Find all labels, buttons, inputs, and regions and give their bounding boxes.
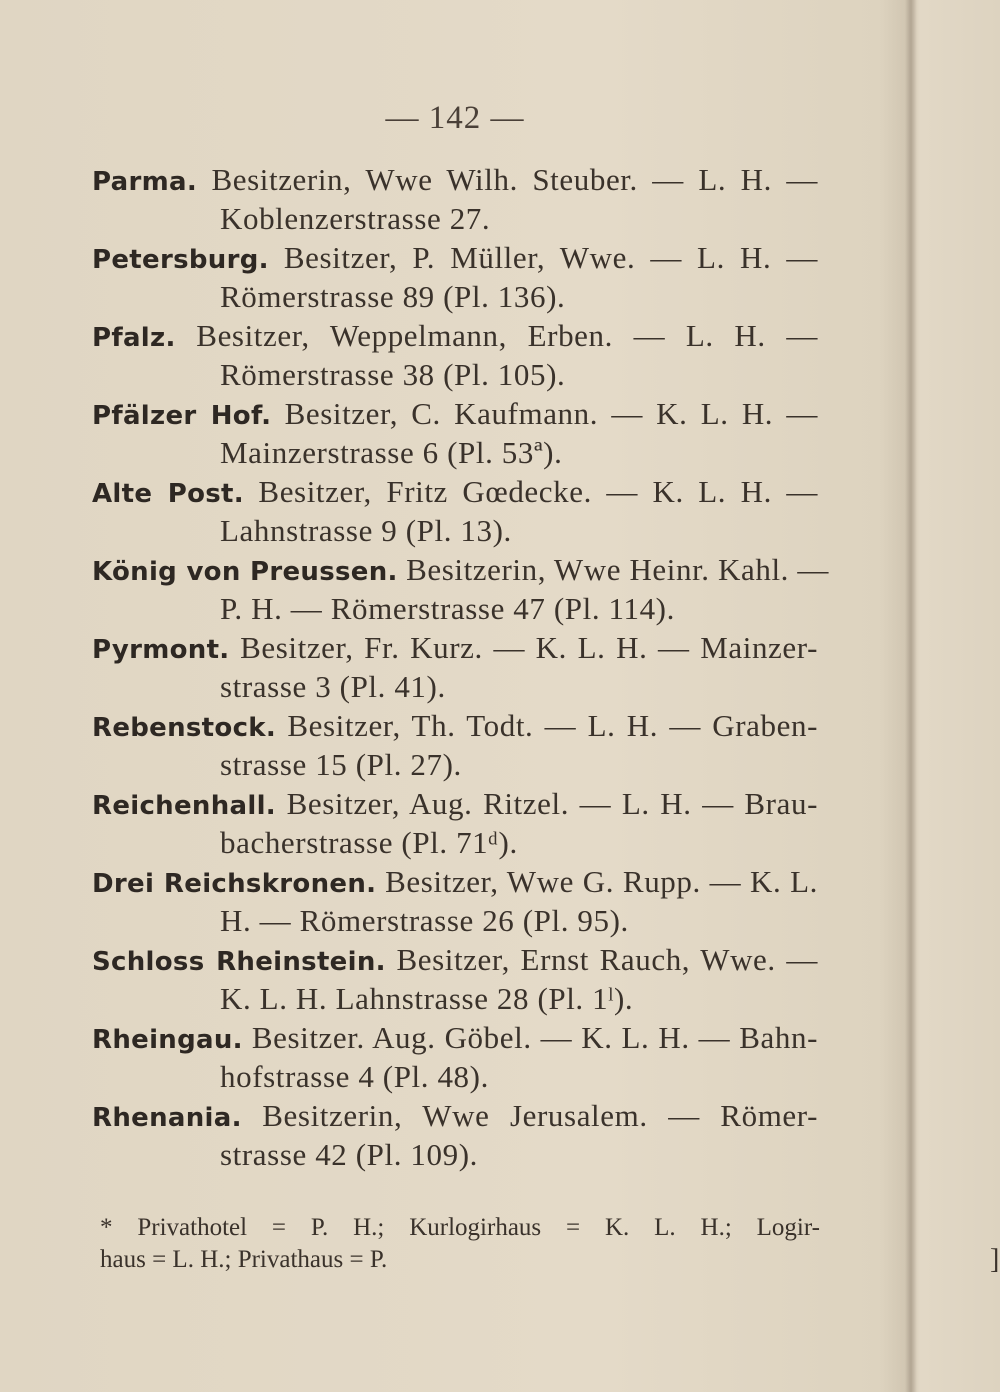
- hotel-name: Rebenstock.: [92, 713, 277, 743]
- hotel-name: Rhenania.: [92, 1103, 242, 1133]
- hotel-address: strasse 42 (Pl. 109).: [220, 1137, 478, 1172]
- hotel-entries-list: [92, 160, 829, 1174]
- hotel-name: Schloss Rheinstein.: [92, 947, 386, 977]
- hotel-details: Besitzer, Ernst Rauch, Wwe. —: [396, 942, 818, 977]
- hotel-details: Besitzerin, Wwe Heinr. Kahl. —: [406, 552, 829, 587]
- hotel-name: Reichenhall.: [92, 791, 276, 821]
- hotel-details: Besitzer, Fr. Kurz. — K. L. H. — Mainzer-: [240, 630, 818, 665]
- hotel-entry: [92, 472, 818, 550]
- hotel-details: Besitzer, Fritz Gœdecke. — K. L. H. —: [258, 474, 818, 509]
- hotel-details: Besitzer, C. Kaufmann. — K. L. H. —: [284, 396, 818, 431]
- hotel-entry: [92, 784, 818, 862]
- hotel-name: Petersburg.: [92, 245, 269, 275]
- footnote-line: * Privathotel = P. H.; Kurlogirhaus = K. L. H.; Logir-: [100, 1214, 820, 1241]
- hotel-address: hofstrasse 4 (Pl. 48).: [220, 1059, 489, 1094]
- hotel-entry: [92, 394, 818, 472]
- hotel-details: Besitzerin, Wwe Wilh. Steuber. — L. H. —: [211, 162, 818, 197]
- hotel-name: Drei Reichskronen.: [92, 869, 377, 899]
- hotel-address: P. H. — Römerstrasse 47 (Pl. 114).: [220, 591, 675, 626]
- hotel-entry: [92, 628, 818, 706]
- hotel-details: Besitzer, P. Müller, Wwe. — L. H. —: [283, 240, 818, 275]
- hotel-name: Rheingau.: [92, 1025, 243, 1055]
- edge-bracket-mark: ]: [990, 1244, 1000, 1275]
- hotel-name: Parma.: [92, 167, 198, 197]
- hotel-details: Besitzerin, Wwe Jerusalem. — Römer-: [262, 1098, 818, 1133]
- hotel-entry: [92, 862, 818, 940]
- hotel-entry: [92, 550, 829, 628]
- hotel-entry: [92, 1096, 818, 1174]
- hotel-address: Lahnstrasse 9 (Pl. 13).: [220, 513, 512, 548]
- page-number: — 142 —: [385, 100, 525, 136]
- hotel-entry: [92, 316, 818, 394]
- hotel-address: Koblenzerstrasse 27.: [220, 201, 491, 236]
- hotel-address: K. L. H. Lahnstrasse 28 (Pl. 1ˡ).: [220, 981, 634, 1016]
- hotel-address: Mainzerstrasse 6 (Pl. 53ª).: [220, 435, 563, 470]
- hotel-entry: [92, 238, 818, 316]
- page-gutter-shadow: [905, 0, 917, 1392]
- footnote: [100, 1212, 820, 1276]
- hotel-name: Pyrmont.: [92, 635, 230, 665]
- footnote-line: haus = L. H.; Privathaus = P.: [100, 1246, 388, 1273]
- hotel-name: Pfälzer Hof.: [92, 401, 272, 431]
- hotel-address: Römerstrasse 38 (Pl. 105).: [220, 357, 566, 392]
- hotel-entry: [92, 940, 818, 1018]
- hotel-details: Besitzer, Weppelmann, Erben. — L. H. —: [196, 318, 818, 353]
- hotel-address: strasse 15 (Pl. 27).: [220, 747, 462, 782]
- hotel-name: Alte Post.: [92, 479, 244, 509]
- hotel-address: bacherstrasse (Pl. 71ᵈ).: [220, 825, 518, 860]
- hotel-address: H. — Römerstrasse 26 (Pl. 95).: [220, 903, 629, 938]
- hotel-details: Besitzer, Wwe G. Rupp. — K. L.: [385, 864, 819, 899]
- hotel-details: Besitzer, Aug. Ritzel. — L. H. — Brau-: [286, 786, 818, 821]
- hotel-entry: [92, 1018, 818, 1096]
- hotel-entry: [92, 160, 818, 238]
- hotel-name: König von Preussen.: [92, 557, 398, 587]
- hotel-name: Pfalz.: [92, 323, 176, 353]
- hotel-details: Besitzer, Th. Todt. — L. H. — Graben-: [287, 708, 818, 743]
- hotel-details: Besitzer. Aug. Göbel. — K. L. H. — Bahn-: [251, 1020, 818, 1055]
- hotel-address: strasse 3 (Pl. 41).: [220, 669, 446, 704]
- hotel-entry: [92, 706, 818, 784]
- hotel-address: Römerstrasse 89 (Pl. 136).: [220, 279, 566, 314]
